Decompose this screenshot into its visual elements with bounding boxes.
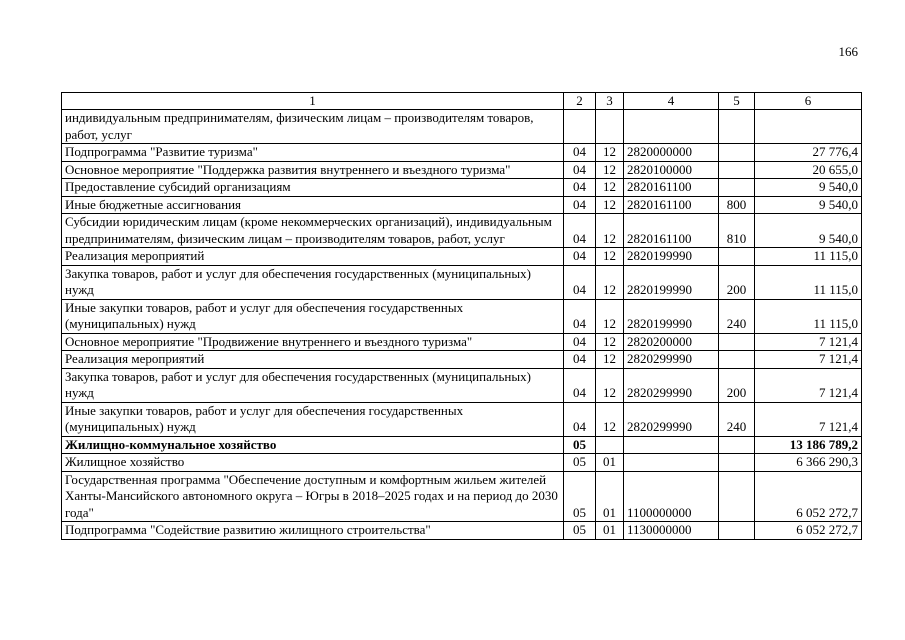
table-row [62,368,862,402]
row-expense-type-cell [719,144,755,162]
row-subsection-cell: 12 [596,196,624,214]
row-subsection-cell: 12 [596,351,624,369]
row-section-cell: 04 [564,214,596,248]
row-target-article-cell: 2820161100 [624,179,719,197]
row-section-cell: 04 [564,161,596,179]
row-subsection-cell: 12 [596,144,624,162]
row-name-cell: Подпрограмма "Развитие туризма" [62,144,564,162]
table-row [62,144,862,162]
row-target-article-cell [624,454,719,472]
row-expense-type-cell [719,454,755,472]
row-subsection-cell: 12 [596,248,624,266]
row-amount-cell: 9 540,0 [755,196,862,214]
row-section-cell: 04 [564,196,596,214]
row-subsection-cell: 01 [596,471,624,522]
row-subsection-cell: 12 [596,402,624,436]
row-name-cell: Предоставление субсидий организациям [62,179,564,197]
row-name-cell: Закупка товаров, работ и услуг для обеспечения государственных (муниципальных) нужд [62,368,564,402]
table-row [62,110,862,144]
row-name-cell: Иные закупки товаров, работ и услуг для обеспечения государственных (муниципальных) нужд [62,402,564,436]
row-expense-type-cell [719,471,755,522]
row-expense-type-cell [719,436,755,454]
row-section-cell: 04 [564,402,596,436]
row-target-article-cell [624,110,719,144]
table-row [62,522,862,540]
row-name-cell: Реализация мероприятий [62,248,564,266]
row-name-cell: Основное мероприятие "Продвижение внутреннего и въездного туризма" [62,333,564,351]
row-amount-cell: 7 121,4 [755,333,862,351]
row-subsection-cell: 12 [596,265,624,299]
column-header-1: 1 [62,93,564,110]
row-amount-cell: 20 655,0 [755,161,862,179]
row-section-cell: 04 [564,144,596,162]
row-section-cell: 04 [564,333,596,351]
row-amount-cell: 11 115,0 [755,248,862,266]
row-name-cell: индивидуальным предпринимателям, физическим лицам – производителям товаров, работ, услуг [62,110,564,144]
row-target-article-cell: 2820199990 [624,299,719,333]
row-expense-type-cell [719,110,755,144]
row-name-cell: Государственная программа "Обеспечение доступным и комфортным жильем жителей Ханты-Мансийского автономного округа – Югры в 2018–2025 годах и на период до 2030 года" [62,471,564,522]
table-row [62,179,862,197]
row-amount-cell: 6 366 290,3 [755,454,862,472]
row-section-cell [564,110,596,144]
row-subsection-cell: 12 [596,214,624,248]
row-section-cell: 05 [564,471,596,522]
row-expense-type-cell: 200 [719,368,755,402]
row-expense-type-cell: 240 [719,402,755,436]
table-header-row [62,93,862,110]
row-target-article-cell: 2820161100 [624,214,719,248]
row-subsection-cell: 12 [596,368,624,402]
row-amount-cell: 9 540,0 [755,179,862,197]
row-amount-cell: 6 052 272,7 [755,522,862,540]
row-section-cell: 04 [564,299,596,333]
row-expense-type-cell: 810 [719,214,755,248]
row-target-article-cell [624,436,719,454]
row-name-cell: Жилищно-коммунальное хозяйство [62,436,564,454]
row-subsection-cell: 12 [596,299,624,333]
column-header-2: 2 [564,93,596,110]
table-row [62,161,862,179]
row-amount-cell: 7 121,4 [755,368,862,402]
row-name-cell: Подпрограмма "Содействие развитию жилищного строительства" [62,522,564,540]
row-target-article-cell: 2820299990 [624,351,719,369]
column-header-3: 3 [596,93,624,110]
budget-table [61,92,862,540]
column-header-4: 4 [624,93,719,110]
row-target-article-cell: 2820100000 [624,161,719,179]
row-amount-cell: 27 776,4 [755,144,862,162]
row-target-article-cell: 2820000000 [624,144,719,162]
row-target-article-cell: 1100000000 [624,471,719,522]
table-row [62,471,862,522]
row-amount-cell [755,110,862,144]
row-expense-type-cell: 200 [719,265,755,299]
row-name-cell: Закупка товаров, работ и услуг для обеспечения государственных (муниципальных) нужд [62,265,564,299]
row-target-article-cell: 2820161100 [624,196,719,214]
row-expense-type-cell [719,351,755,369]
row-subsection-cell: 12 [596,333,624,351]
row-section-cell: 04 [564,248,596,266]
row-subsection-cell: 01 [596,522,624,540]
row-subsection-cell [596,110,624,144]
row-target-article-cell: 2820299990 [624,402,719,436]
row-section-cell: 04 [564,368,596,402]
table-row [62,196,862,214]
row-target-article-cell: 2820200000 [624,333,719,351]
row-amount-cell: 9 540,0 [755,214,862,248]
table-row [62,436,862,454]
table-row [62,351,862,369]
row-name-cell: Основное мероприятие "Поддержка развития внутреннего и въездного туризма" [62,161,564,179]
row-subsection-cell: 01 [596,454,624,472]
page-number: 166 [838,44,858,59]
row-target-article-cell: 2820199990 [624,265,719,299]
table-row [62,333,862,351]
row-name-cell: Жилищное хозяйство [62,454,564,472]
row-amount-cell: 11 115,0 [755,265,862,299]
table-row [62,402,862,436]
row-amount-cell: 13 186 789,2 [755,436,862,454]
row-amount-cell: 11 115,0 [755,299,862,333]
row-section-cell: 04 [564,265,596,299]
row-name-cell: Субсидии юридическим лицам (кроме некоммерческих организаций), индивидуальным предпринимателям, физическим лицам – производителям товаров, работ, услуг [62,214,564,248]
table-row [62,265,862,299]
row-amount-cell: 6 052 272,7 [755,471,862,522]
row-expense-type-cell: 240 [719,299,755,333]
row-section-cell: 05 [564,522,596,540]
row-name-cell: Реализация мероприятий [62,351,564,369]
row-subsection-cell: 12 [596,161,624,179]
row-section-cell: 05 [564,436,596,454]
row-target-article-cell: 1130000000 [624,522,719,540]
row-expense-type-cell [719,161,755,179]
row-target-article-cell: 2820199990 [624,248,719,266]
column-header-5: 5 [719,93,755,110]
table-row [62,248,862,266]
row-name-cell: Иные закупки товаров, работ и услуг для обеспечения государственных (муниципальных) нужд [62,299,564,333]
row-subsection-cell: 12 [596,179,624,197]
row-expense-type-cell [719,522,755,540]
column-header-6: 6 [755,93,862,110]
row-section-cell: 04 [564,351,596,369]
row-target-article-cell: 2820299990 [624,368,719,402]
row-subsection-cell [596,436,624,454]
row-amount-cell: 7 121,4 [755,402,862,436]
row-section-cell: 04 [564,179,596,197]
table-row [62,214,862,248]
row-expense-type-cell [719,179,755,197]
row-amount-cell: 7 121,4 [755,351,862,369]
table-row [62,299,862,333]
row-name-cell: Иные бюджетные ассигнования [62,196,564,214]
row-section-cell: 05 [564,454,596,472]
table-row [62,454,862,472]
row-expense-type-cell: 800 [719,196,755,214]
row-expense-type-cell [719,248,755,266]
row-expense-type-cell [719,333,755,351]
